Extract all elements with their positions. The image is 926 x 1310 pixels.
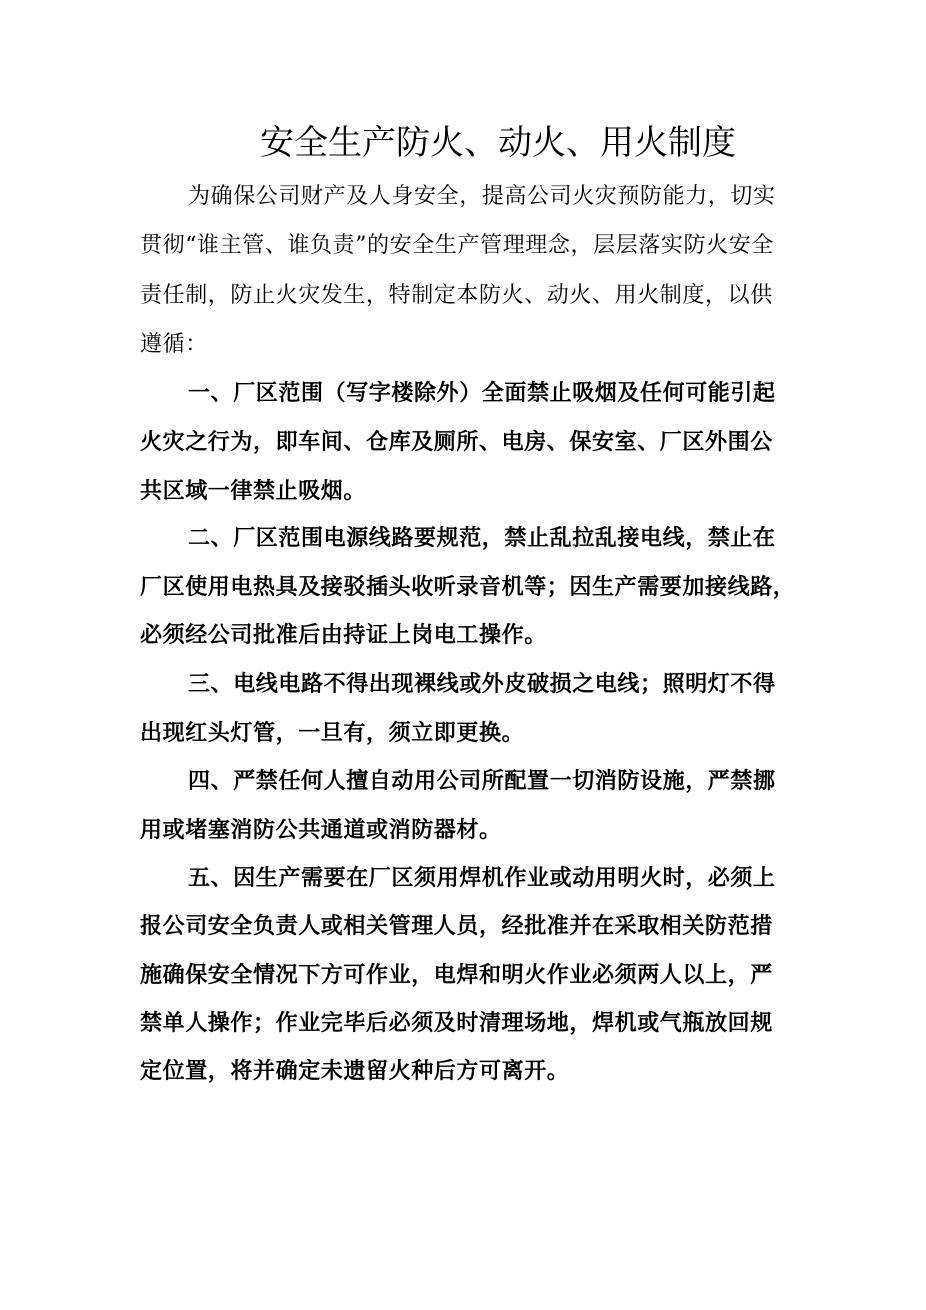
rule-5-line: 报公司安全负责人或相关管理人员，经批准并在采取相关防范措: [140, 913, 773, 939]
rule-4-line: 四、严禁任何人擅自动用公司所配置一切消防设施，严禁挪: [188, 768, 776, 794]
rule-5-line: 定位置，将并确定未遗留火种后方可离开。: [140, 1058, 570, 1084]
rule-1-line: 共区域一律禁止吸烟。: [140, 478, 367, 504]
rule-2-line: 厂区使用电热具及接驳插头收听录音机等；因生产需要加接线路，: [140, 574, 796, 600]
rule-5-line: 禁单人操作；作业完毕后必须及时清理场地，焊机或气瓶放回规: [140, 1010, 773, 1036]
intro-line: 遵循：: [140, 332, 208, 357]
rule-1-line: 一、厂区范围（写字楼除外）全面禁止吸烟及任何可能引起: [188, 380, 776, 406]
rule-3-line: 三、电线电路不得出现裸线或外皮破损之电线；照明灯不得: [188, 671, 776, 697]
rule-4-line: 用或堵塞消防公共通道或消防器材。: [140, 817, 502, 843]
document-title: 安全生产防火、动火、用火制度: [260, 123, 736, 163]
rule-5-line: 施确保安全情况下方可作业，电焊和明火作业必须两人以上，严: [140, 962, 773, 988]
rule-3-line: 出现红头灯管，一旦有，须立即更换。: [140, 720, 525, 746]
rule-1-line: 火灾之行为，即车间、仓库及厕所、电房、保安室、厂区外围公: [140, 429, 773, 455]
rule-5-line: 五、因生产需要在厂区须用焊机作业或动用明火时，必须上: [188, 865, 776, 891]
intro-line: 责任制，防止火灾发生，特制定本防火、动火、用火制度，以供: [140, 283, 773, 308]
rule-2-line: 二、厂区范围电源线路要规范，禁止乱拉乱接电线，禁止在: [188, 525, 776, 551]
rule-2-line: 必须经公司批准后由持证上岗电工操作。: [140, 622, 547, 648]
intro-line: 贯彻“谁主管、谁负责”的安全生产管理理念，层层落实防火安全: [140, 233, 774, 258]
intro-line: 为确保公司财产及人身安全，提高公司火灾预防能力，切实: [188, 184, 776, 209]
